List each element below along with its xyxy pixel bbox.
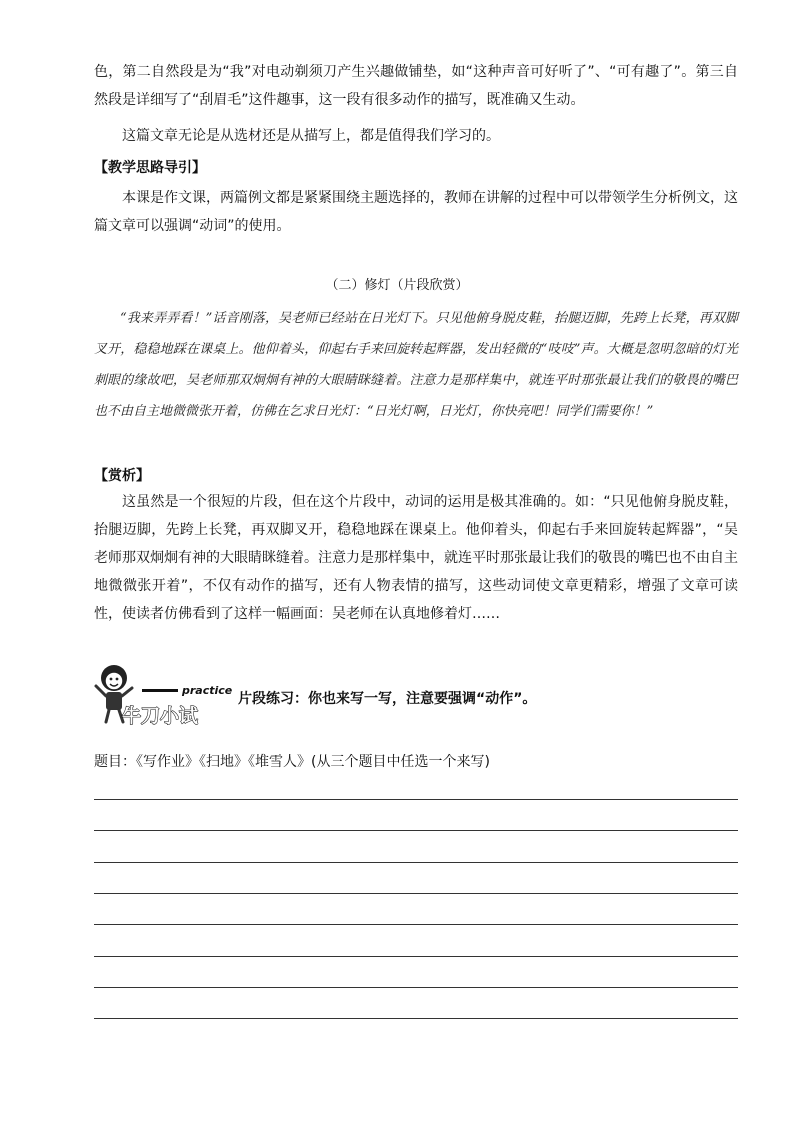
guide-paragraph: 本课是作文课，两篇例文都是紧紧围绕主题选择的，教师在讲解的过程中可以带领学生分析例文，这篇文章可以强调“动词”的使用。	[94, 190, 738, 234]
intro-paragraph: 色，第二自然段是为“我”对电动剃须刀产生兴趣做铺垫，如“这种声音可好听了”、“可有趣了”。第三自然段是详细写了“刮眉毛”这件趣事，这一段有很多动作的描写，既准确又生动。	[94, 64, 738, 108]
writing-line[interactable]	[94, 830, 738, 831]
logo-english-text: practice	[182, 684, 232, 697]
guide-heading: 【教学思路导引】	[94, 160, 206, 176]
excerpt-title: （二）修灯（片段欣赏）	[325, 278, 469, 293]
appreciation-paragraph: 这虽然是一个很短的片段，但在这个片段中，动词的运用是极其准确的。如：“只见他俯身脱皮鞋，抬腿迈脚，先跨上长凳，再双脚叉开，稳稳地踩在课桌上。他仰着头，仰起右手来回旋转起辉器”，“吴老师那双炯炯有神的大眼睛眯缝着。注意力是那样集中，就连平时那张最让我们的敬畏的嘴巴也不由自主地微微张开着”，不仅有动作的描写，还有人物表情的描写，这些动词使文章更精彩，增强了文章可读性，使读者仿佛看到了这样一幅画面：吴老师在认真地修着灯……	[94, 494, 738, 622]
writing-line[interactable]	[94, 987, 738, 988]
writing-line[interactable]	[94, 862, 738, 863]
writing-line[interactable]	[94, 1018, 738, 1019]
writing-line[interactable]	[94, 893, 738, 894]
practice-label: 片段练习：你也来写一写，注意要强调“动作”。	[238, 691, 537, 707]
writing-line[interactable]	[94, 924, 738, 925]
writing-line[interactable]	[94, 799, 738, 800]
topic-line: 题目：《写作业》《扫地》《堆雪人》(从三个题目中任选一个来写)	[94, 754, 490, 770]
writing-line[interactable]	[94, 956, 738, 957]
appreciation-heading: 【赏析】	[94, 468, 150, 484]
logo-bar-decoration	[142, 689, 178, 692]
excerpt-paragraph: “我来弄弄看！”话音刚落，吴老师已经站在日光灯下。只见他俯身脱皮鞋，抬腿迈脚，先跨上长凳，再双脚叉开，稳稳地踩在课桌上。他仰着头，仰起右手来回旋转起辉器，发出轻微的“吱吱”声。大概是忽明忽暗的灯光刺眼的缘故吧，吴老师那双炯炯有神的大眼睛眯缝着。注意力是那样集中，就连平时那张最让我们的敬畏的嘴巴也不由自主地微微张开着，仿佛在乞求日光灯：“日光灯啊，日光灯，你快亮吧！同学们需要你！”	[94, 311, 738, 419]
summary-paragraph: 这篇文章无论是从选材还是从描写上，都是值得我们学习的。	[122, 128, 500, 144]
practice-logo	[92, 656, 232, 728]
logo-chinese-text: 牛刀小试	[122, 705, 199, 727]
